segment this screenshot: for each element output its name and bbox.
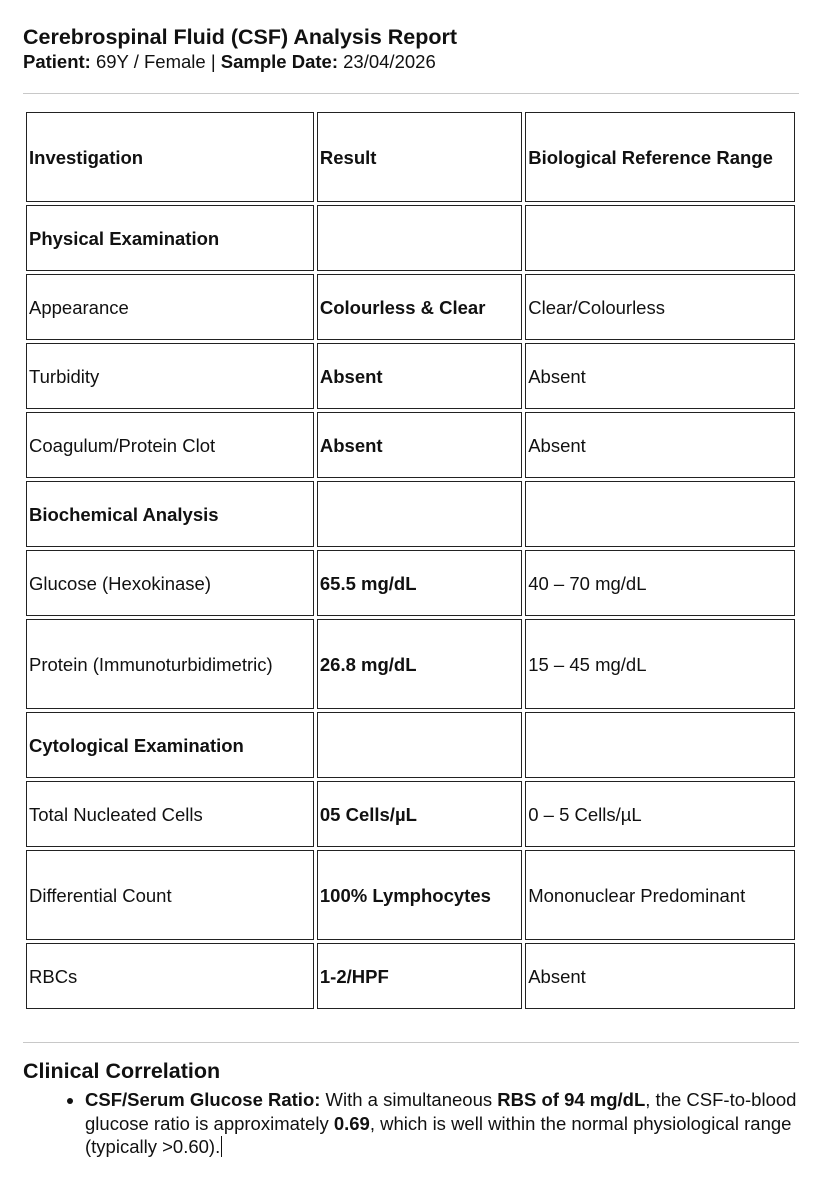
reference-cell: Absent <box>525 343 795 409</box>
table-row <box>26 781 795 847</box>
investigation-cell: Appearance <box>26 274 314 340</box>
report-title: Cerebrospinal Fluid (CSF) Analysis Report <box>23 25 458 49</box>
reference-cell: Absent <box>525 943 795 1009</box>
sample-date-value: 23/04/2026 <box>343 51 436 72</box>
empty-cell <box>317 481 522 547</box>
section-row <box>26 712 795 778</box>
header-result: Result <box>317 112 522 202</box>
rbs-value: RBS of 94 mg/dL <box>497 1089 646 1110</box>
patient-info <box>23 50 457 74</box>
investigation-cell: RBCs <box>26 943 314 1009</box>
table-row <box>26 943 795 1009</box>
investigation-cell: Protein (Immunoturbidimetric) <box>26 619 314 709</box>
ratio-value: 0.69 <box>333 1112 370 1134</box>
investigation-cell: Glucose (Hexokinase) <box>26 550 314 616</box>
result-cell: 65.5 mg/dL <box>317 550 522 616</box>
section-row <box>26 205 795 271</box>
result-cell: 1-2/HPF <box>317 943 522 1009</box>
table-row <box>26 274 795 340</box>
empty-cell <box>317 205 522 271</box>
reference-cell: Absent <box>525 412 795 478</box>
header-reference-range: Biological Reference Range <box>525 112 795 202</box>
note-text: , the CSF-to-blood glucose ratio is approximately <box>85 1089 797 1134</box>
result-cell: Colourless & Clear <box>317 274 522 340</box>
result-cell: 100% Lymphocytes <box>317 850 522 940</box>
result-cell: Absent <box>317 343 522 409</box>
table-row <box>26 550 795 616</box>
investigation-cell: Turbidity <box>26 343 314 409</box>
separator: | <box>210 51 216 72</box>
table-row <box>26 343 795 409</box>
reference-cell: Clear/Colourless <box>525 274 795 340</box>
divider-bottom <box>23 1042 799 1043</box>
clinical-notes-list <box>23 1088 803 1159</box>
reference-cell: 0 – 5 Cells/µL <box>525 781 795 847</box>
empty-cell <box>525 712 795 778</box>
table-row <box>26 412 795 478</box>
section-cytological-examination: Cytological Examination <box>26 712 314 778</box>
text-cursor <box>221 1136 222 1157</box>
patient-value: 69Y / Female <box>95 51 206 72</box>
csf-results-table <box>23 109 798 1012</box>
clinical-correlation-heading: Clinical Correlation <box>23 1059 221 1083</box>
table-row <box>26 850 795 940</box>
report-header <box>23 24 457 74</box>
reference-cell: 40 – 70 mg/dL <box>525 550 795 616</box>
section-biochemical-analysis: Biochemical Analysis <box>26 481 314 547</box>
reference-cell: 15 – 45 mg/dL <box>525 619 795 709</box>
investigation-cell: Total Nucleated Cells <box>26 781 314 847</box>
reference-cell: Mononuclear Predominant <box>525 850 795 940</box>
investigation-cell: Differential Count <box>26 850 314 940</box>
patient-label: Patient: <box>23 51 91 72</box>
list-item[interactable] <box>85 1088 803 1159</box>
empty-cell <box>317 712 522 778</box>
note-text: , which is well within the normal physiological range (typically >0.60). <box>85 1112 792 1157</box>
table-header-row <box>26 112 795 202</box>
note-text: With a simultaneous <box>320 1089 498 1110</box>
result-cell: Absent <box>317 412 522 478</box>
empty-cell <box>525 481 795 547</box>
section-row <box>26 481 795 547</box>
empty-cell <box>525 205 795 271</box>
ratio-label: CSF/Serum Glucose Ratio: <box>85 1089 321 1110</box>
divider-top <box>23 93 799 94</box>
table-row <box>26 619 795 709</box>
section-physical-examination: Physical Examination <box>26 205 314 271</box>
result-cell: 26.8 mg/dL <box>317 619 522 709</box>
result-cell: 05 Cells/µL <box>317 781 522 847</box>
header-investigation: Investigation <box>26 112 314 202</box>
clinical-correlation-section <box>23 1058 803 1159</box>
sample-date-label: Sample Date: <box>220 51 338 72</box>
investigation-cell: Coagulum/Protein Clot <box>26 412 314 478</box>
